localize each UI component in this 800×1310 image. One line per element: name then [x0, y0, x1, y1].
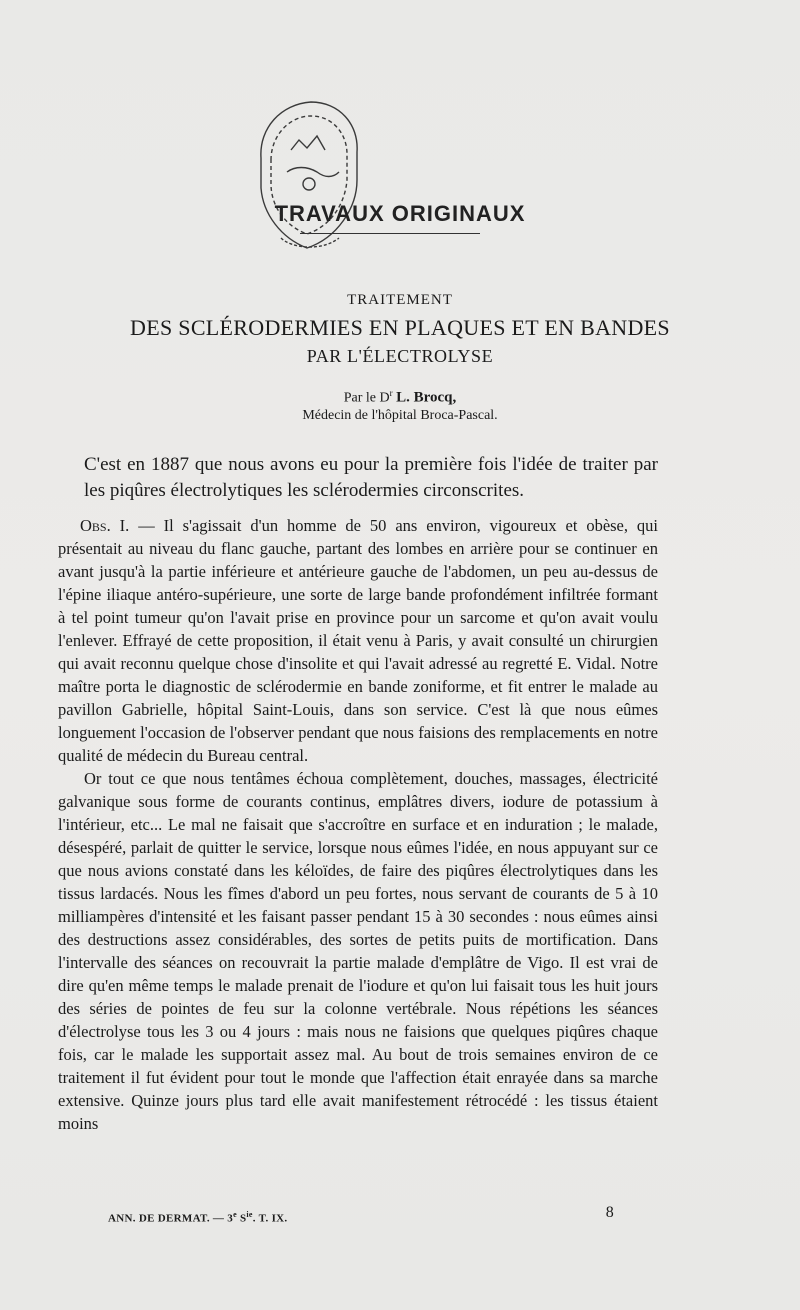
- journal-reference: [108, 1210, 287, 1225]
- article-heading-line-3: PAR L'ÉLECTROLYSE: [306, 346, 494, 366]
- article-heading-line-1: TRAITEMENT: [347, 292, 453, 308]
- byline: [0, 388, 800, 407]
- title-underline: [300, 233, 480, 234]
- paragraph: Or tout ce que nous tentâmes échoua complètement, douches, massages, électricité galvanique sous forme de courants continus, emplâtres divers, iodure de potassium à l'intérieur, etc... Le mal ne faisait que s'accroître en surface et en induration ; le malade, désespéré, parlait de quitter le service, lorsque nous eûmes l'idée, en nous appuyant sur ce que nous avions constaté dans les kéloïdes, de faire des piqûres électrolytiques dans les tissus lardacés. Nous les fîmes d'abord un peu fortes, nous servant de courants de 5 à 10 milliampères d'intensité et les faisant passer pendant 15 à 30 secondes : nous eûmes ainsi des destructions assez considérables, des sortes de petits puits de mortification. Dans l'intervalle des séances on recouvrait la partie malade d'emplâtre de Vigo. Il est vrai de dire qu'en même temps le malade prenait de l'iodure et qu'on lui faisait tous les huit jours des séries de pointes de feu sur la colonne vertébrale. Nous répétions les séances d'électrolyse tous les 3 ou 4 jours : mais nous ne faisions que quelques piqûres chaque fois, car le malade les supportait assez mal. Au bout de trois semaines environ de ce traitement il fut évident pour tout le monde que l'affection était enrayée dans sa marche extensive. Quinze jours plus tard elle avait manifestement rétrocédé : les tissus étaient moins: [58, 769, 658, 1133]
- section-title: TRAVAUX ORIGINAUX: [274, 201, 526, 226]
- series-sup-1: e: [233, 1210, 237, 1219]
- byline-prefix: Par le D: [343, 390, 390, 406]
- byline-superscript: r: [389, 388, 393, 398]
- paragraph-text: — Il s'agissait d'un homme de 50 ans environ, vigoureux et obèse, qui présentait au niveau du flanc gauche, partant des lombes en arrière pour se continuer en avant jusqu'à la partie inférieure et antérieure gauche de l'abdomen, un peu au-dessus de l'épine iliaque antéro-supérieure, une sorte de large bande profondément infiltrée formant à tel point tumeur qu'on l'avait prise en province pour un sarcome et qu'on avait voulu l'enlever. Effrayé de cette proposition, il était venu à Paris, y avait consulté un chirurgien qui avait reconnu quelque chose d'insolite et qui l'avait adressé au regretté E. Vidal. Notre maître porta le diagnostic de sclérodermie en bande zoniforme, et fit entrer le malade au pavillon Gabrielle, hôpital Saint-Louis, dans son service. C'est là que nous eûmes longuement l'occasion de l'observer pendant que nous faisions des remplacements en notre qualité de médecin du Bureau central.: [58, 516, 659, 765]
- page-footer: [108, 1206, 628, 1226]
- article-heading-line-2: DES SCLÉRODERMIES EN PLAQUES ET EN BANDES: [130, 315, 670, 340]
- page-number: 8: [605, 1204, 614, 1221]
- author-name: L. Brocq,: [396, 389, 457, 406]
- article-body: [58, 514, 658, 1135]
- series-mid: S: [236, 1212, 247, 1225]
- lede-paragraph: C'est en 1887 que nous avons eu pour la première fois l'idée de traiter par les piqûres électrolytiques les sclérodermies circonscrites.: [84, 454, 658, 501]
- observation-label: Obs. I.: [80, 516, 130, 535]
- series-sup-2: ie: [246, 1210, 253, 1219]
- library-stamp-icon: [241, 88, 371, 278]
- paragraph: [58, 514, 658, 767]
- journal-prefix: ANN. DE DERMAT. — 3: [108, 1212, 234, 1225]
- journal-suffix: . T. IX.: [252, 1212, 288, 1225]
- author-affiliation: Médecin de l'hôpital Broca-Pascal.: [302, 408, 498, 423]
